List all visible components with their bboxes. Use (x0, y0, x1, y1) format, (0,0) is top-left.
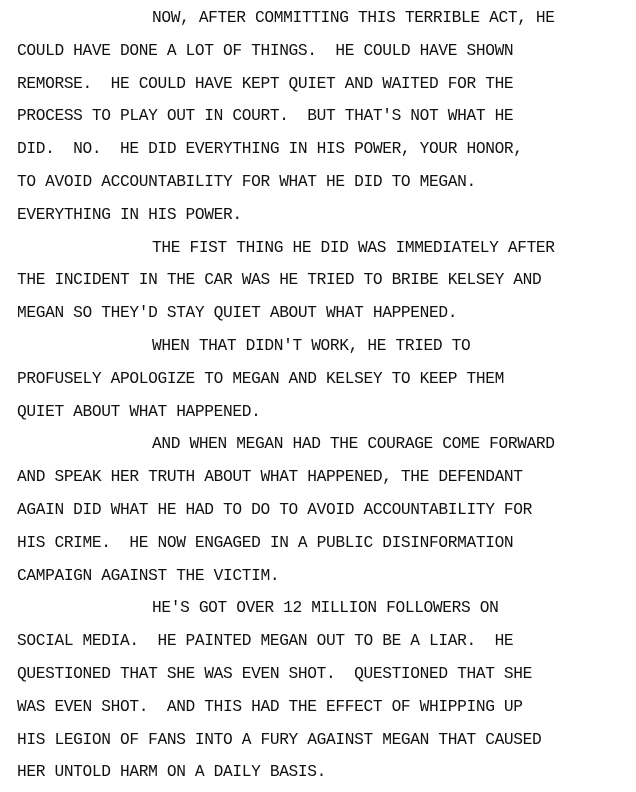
transcript-line: SOCIAL MEDIA. HE PAINTED MEGAN OUT TO BE A LIAR. HE (17, 632, 514, 651)
transcript-line: WAS EVEN SHOT. AND THIS HAD THE EFFECT OF WHIPPING UP (17, 697, 523, 716)
transcript-line: HIS LEGION OF FANS INTO A FURY AGAINST MEGAN THAT CAUSED (17, 730, 542, 749)
transcript-line: AND WHEN MEGAN HAD THE COURAGE COME FORWARD (152, 435, 555, 454)
transcript-line: AGAIN DID WHAT HE HAD TO DO TO AVOID ACCOUNTABILITY FOR (17, 500, 533, 519)
transcript-line: NOW, AFTER COMMITTING THIS TERRIBLE ACT, HE (152, 9, 555, 27)
transcript-line: PROFUSELY APOLOGIZE TO MEGAN AND KELSEY TO KEEP THEM (17, 369, 504, 388)
transcript-line: THE FIST THING HE DID WAS IMMEDIATELY AFTER (152, 238, 555, 257)
transcript-line: HER UNTOLD HARM ON A DAILY BASIS. (17, 763, 327, 782)
transcript-line: DID. NO. HE DID EVERYTHING IN HIS POWER, YOUR HONOR, (17, 140, 523, 159)
transcript-page (17, 5, 632, 792)
transcript-line: TO AVOID ACCOUNTABILITY FOR WHAT HE DID TO MEGAN. (17, 172, 476, 191)
transcript-line: PROCESS TO PLAY OUT IN COURT. BUT THAT'S NOT WHAT HE (17, 107, 514, 126)
transcript-line: HE'S GOT OVER 12 MILLION FOLLOWERS ON (152, 599, 499, 618)
transcript-line: EVERYTHING IN HIS POWER. (17, 205, 242, 224)
transcript-line: QUIET ABOUT WHAT HAPPENED. (17, 402, 261, 421)
transcript-line: THE INCIDENT IN THE CAR WAS HE TRIED TO BRIBE KELSEY AND (17, 271, 542, 290)
transcript-line: HIS CRIME. HE NOW ENGAGED IN A PUBLIC DISINFORMATION (17, 533, 514, 552)
transcript-line: MEGAN SO THEY'D STAY QUIET ABOUT WHAT HAPPENED. (17, 304, 458, 323)
transcript-line: CAMPAIGN AGAINST THE VICTIM. (17, 566, 280, 585)
transcript-line: COULD HAVE DONE A LOT OF THINGS. HE COULD HAVE SHOWN (17, 41, 514, 60)
transcript-line: REMORSE. HE COULD HAVE KEPT QUIET AND WAITED FOR THE (17, 74, 514, 93)
transcript-line: QUESTIONED THAT SHE WAS EVEN SHOT. QUESTIONED THAT SHE (17, 664, 533, 683)
transcript-line: AND SPEAK HER TRUTH ABOUT WHAT HAPPENED, THE DEFENDANT (17, 468, 523, 487)
transcript-line: WHEN THAT DIDN'T WORK, HE TRIED TO (152, 336, 471, 355)
